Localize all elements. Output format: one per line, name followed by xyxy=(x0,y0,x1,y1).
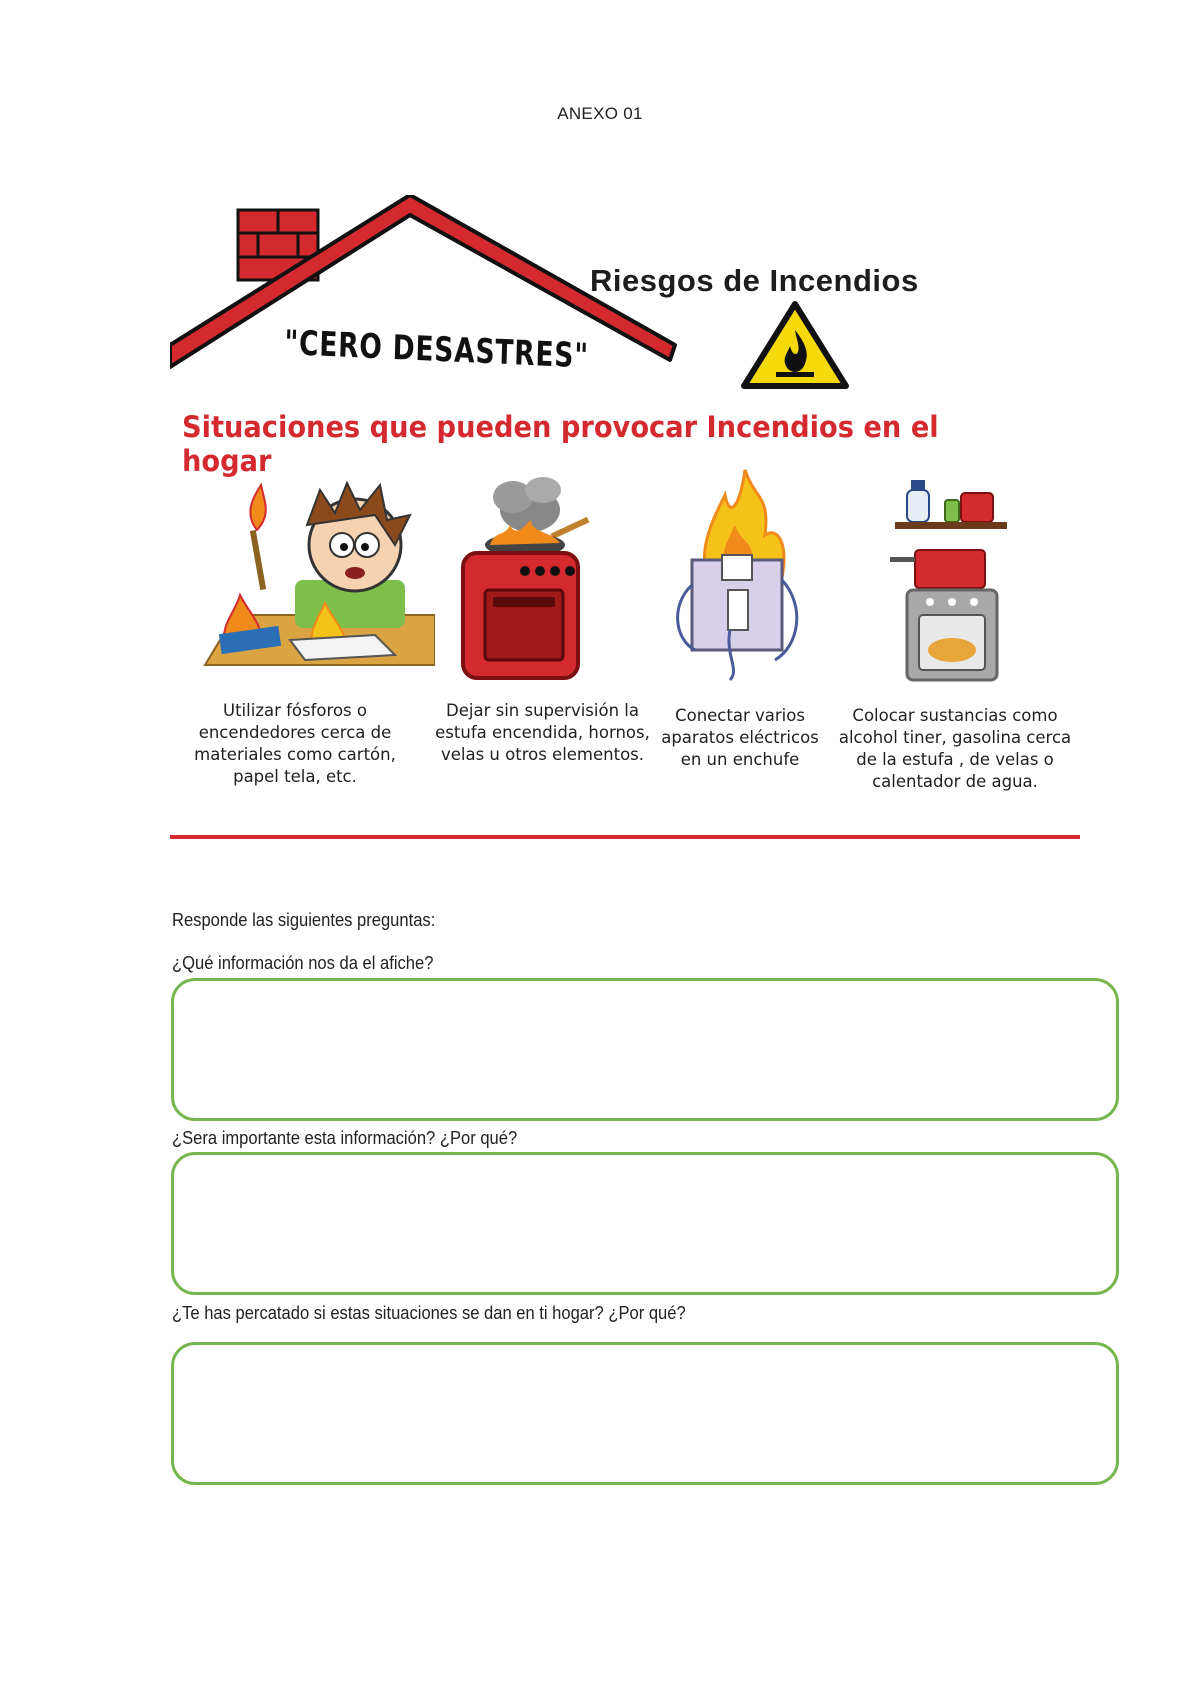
situation-caption-4: Colocar sustancias como alcohol tiner, gasolina cerca de la estufa , de velas o calentador de agua. xyxy=(838,706,1072,791)
flammable-near-stove-icon xyxy=(885,465,1015,685)
question-1: ¿Qué información nos da el afiche? xyxy=(172,953,434,973)
poster-divider xyxy=(170,835,1080,839)
poster-subtitle: Situaciones que pueden provocar Incendios en el hogar xyxy=(182,410,939,478)
answer-box-3[interactable] xyxy=(171,1342,1119,1485)
situation-caption-3: Conectar varios aparatos eléctricos en un enchufe xyxy=(661,706,819,769)
situation-caption-1: Utilizar fósforos o encendedores cerca de materiales como cartón, papel tela, etc. xyxy=(194,701,396,786)
answer-box-1[interactable] xyxy=(171,978,1119,1121)
burning-stove-icon xyxy=(455,475,595,685)
annex-label: ANEXO 01 xyxy=(557,104,643,123)
question-3: ¿Te has percatado si estas situaciones se dan en ti hogar? ¿Por qué? xyxy=(172,1303,686,1323)
fire-risk-poster xyxy=(170,195,1080,845)
answer-box-2[interactable] xyxy=(171,1152,1119,1295)
situation-panel-4 xyxy=(885,465,1015,685)
situation-panel-1 xyxy=(195,475,435,675)
question-2: ¿Sera importante esta información? ¿Por qué? xyxy=(172,1128,518,1148)
poster-title: Riesgos de Incendios xyxy=(590,263,919,298)
questions-intro: Responde las siguientes preguntas: xyxy=(172,910,436,930)
child-matches-icon xyxy=(195,475,435,675)
poster-slogan: "CERO DESASTRES" xyxy=(283,323,590,377)
flammable-warning-icon xyxy=(740,300,850,390)
overloaded-outlet-icon xyxy=(670,465,810,685)
situation-panel-2 xyxy=(455,475,595,685)
situation-panel-3 xyxy=(670,465,810,685)
situation-caption-2: Dejar sin supervisión la estufa encendida, hornos, velas u otros elementos. xyxy=(435,701,650,764)
